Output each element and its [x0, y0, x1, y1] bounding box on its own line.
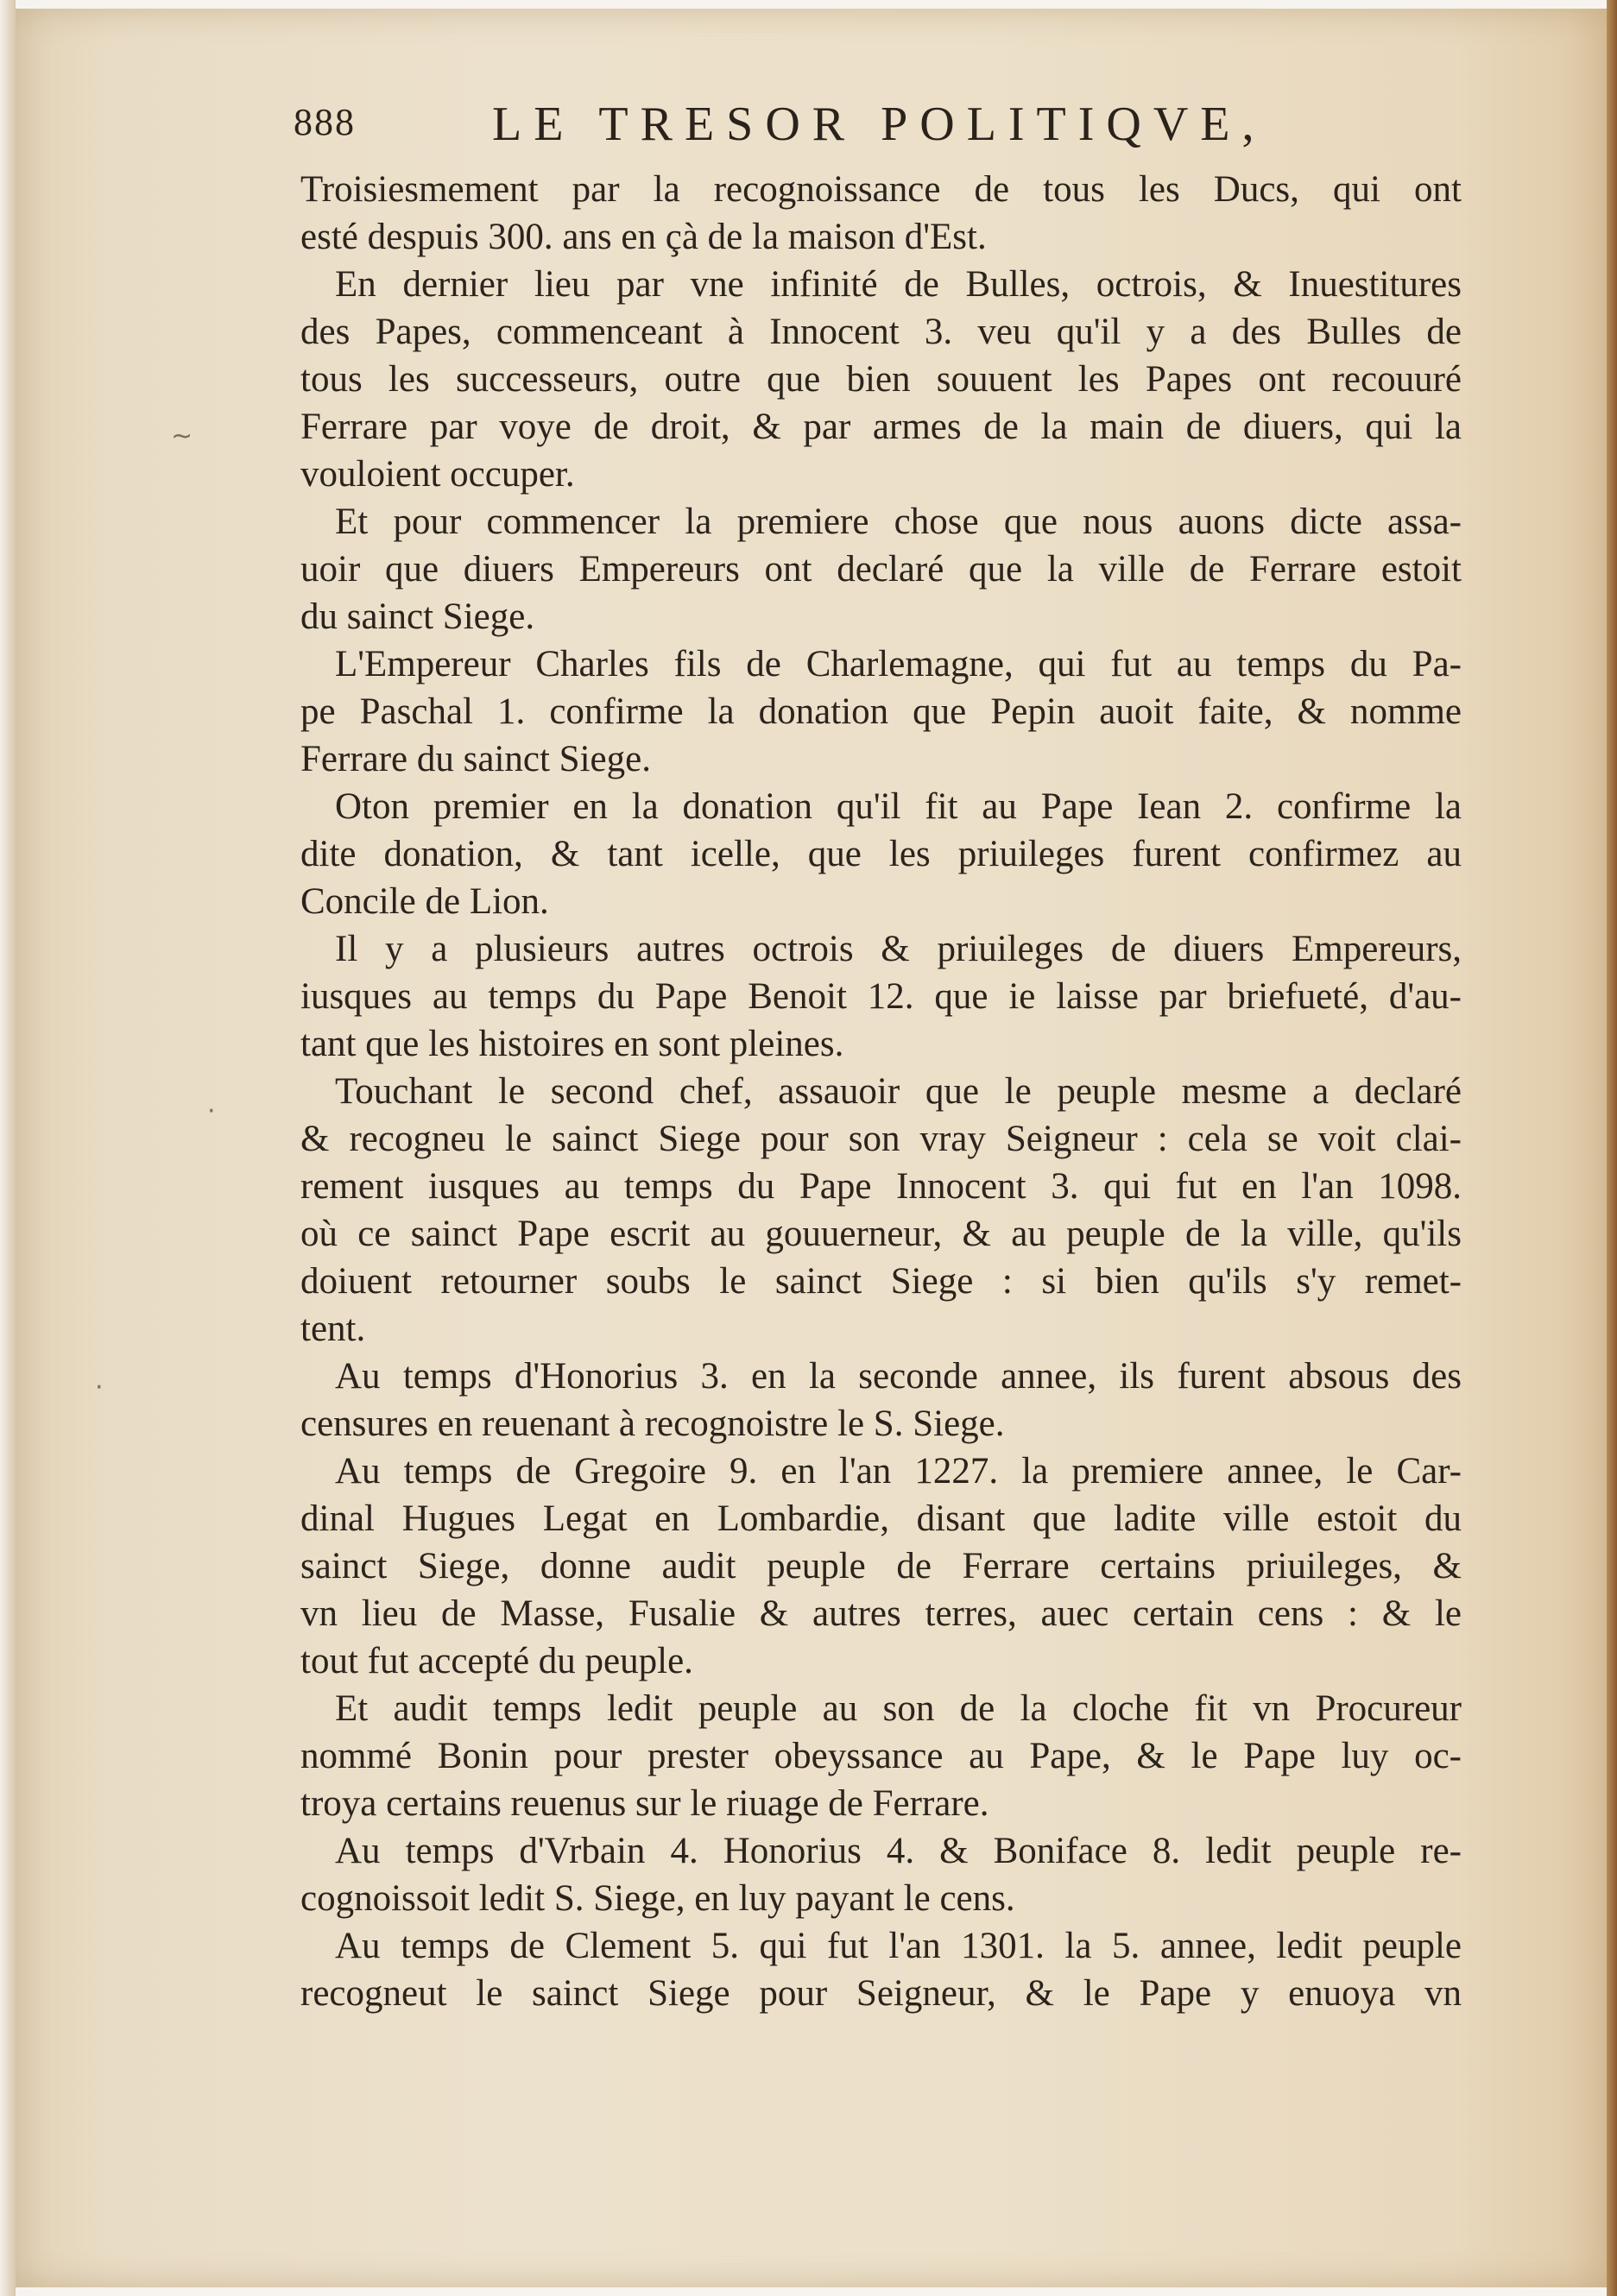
text-line: tant que les histoires en sont pleines. — [300, 1024, 844, 1064]
text-line: des Papes, commenceant à Innocent 3. veu qu'il y a des Bulles de — [300, 312, 1462, 352]
text-line: pe Paschal 1. confirme la donation que Pepin auoit faite, & nomme — [300, 691, 1462, 732]
text-line: cognoissoit ledit S. Siege, en luy payant le cens. — [300, 1878, 1015, 1919]
text-line: Au temps d'Honorius 3. en la seconde annee, ils furent absous des — [335, 1356, 1462, 1397]
text-line: L'Empereur Charles fils de Charlemagne, qui fut au temps du Pa- — [335, 644, 1462, 684]
text-line: Oton premier en la donation qu'il fit au Pape Iean 2. confirme la — [335, 786, 1462, 827]
text-line: recogneut le sainct Siege pour Seigneur, & le Pape y enuoya vn — [300, 1973, 1462, 2014]
text-line: tous les successeurs, outre que bien souuent les Papes ont recouuré — [300, 359, 1462, 400]
text-line: où ce sainct Pape escrit au gouuerneur, & au peuple de la ville, qu'ils — [300, 1214, 1462, 1254]
text-line: Au temps d'Vrbain 4. Honorius 4. & Boniface 8. ledit peuple re- — [335, 1831, 1462, 1871]
text-line: iusques au temps du Pape Benoit 12. que ie laisse par briefueté, d'au- — [300, 976, 1462, 1017]
text-line: sainct Siege, donne audit peuple de Ferrare certains priuileges, & — [300, 1546, 1462, 1586]
text-line: dite donation, & tant icelle, que les priuileges furent confirmez au — [300, 834, 1462, 874]
text-line: vouloient occuper. — [300, 454, 575, 495]
text-line: du sainct Siege. — [300, 596, 535, 637]
text-line: Il y a plusieurs autres octrois & priuileges de diuers Empereurs, — [335, 929, 1462, 969]
text-line: Ferrare du sainct Siege. — [300, 739, 651, 779]
margin-speck: ~ — [171, 421, 193, 451]
text-line: Et pour commencer la premiere chose que nous auons dicte assa- — [335, 501, 1462, 542]
running-title: LE TRESOR POLITIQVE, — [492, 98, 1266, 151]
page-left-margin — [0, 0, 16, 2296]
text-line: censures en reuenant à recognoistre le S. Siege. — [300, 1403, 1005, 1444]
text-line: doiuent retourner soubs le sainct Siege : si bien qu'ils s'y remet- — [300, 1261, 1462, 1302]
page-binding-edge — [1607, 0, 1617, 2296]
text-line: troya certains reuenus sur le riuage de Ferrare. — [300, 1783, 989, 1824]
text-line: Au temps de Gregoire 9. en l'an 1227. la premiere annee, le Car- — [335, 1451, 1462, 1492]
text-line: Touchant le second chef, assauoir que le peuple mesme a declaré — [335, 1071, 1462, 1112]
text-line: Au temps de Clement 5. qui fut l'an 1301. la 5. annee, ledit peuple — [335, 1926, 1462, 1966]
page-number: 888 — [294, 101, 356, 143]
text-line: Et audit temps ledit peuple au son de la cloche fit vn Procureur — [335, 1688, 1462, 1729]
margin-speck: · — [95, 1372, 104, 1403]
text-line: Troisiesmement par la recognoissance de tous les Ducs, qui ont — [300, 169, 1462, 210]
text-line: tent. — [300, 1309, 366, 1349]
text-line: tout fut accepté du peuple. — [300, 1641, 693, 1681]
text-line: rement iusques au temps du Pape Innocent 3. qui fut en l'an 1098. — [300, 1166, 1462, 1207]
text-line: vn lieu de Masse, Fusalie & autres terres, auec certain cens : & le — [300, 1593, 1462, 1634]
page-header — [294, 97, 1502, 157]
text-line: esté despuis 300. ans en çà de la maison d'Est. — [300, 217, 987, 257]
text-line: Concile de Lion. — [300, 881, 549, 922]
text-line: nommé Bonin pour prester obeyssance au Pape, & le Pape luy oc- — [300, 1736, 1462, 1776]
text-line: uoir que diuers Empereurs ont declaré que la ville de Ferrare estoit — [300, 549, 1462, 590]
text-line: & recogneu le sainct Siege pour son vray Seigneur : cela se voit clai- — [300, 1119, 1462, 1159]
text-line: En dernier lieu par vne infinité de Bulles, octrois, & Inuestitures — [335, 264, 1462, 305]
text-line: Ferrare par voye de droit, & par armes de la main de diuers, qui la — [300, 407, 1462, 447]
margin-speck: · — [207, 1096, 216, 1126]
body-text — [300, 166, 1462, 2017]
text-line: dinal Hugues Legat en Lombardie, disant que ladite ville estoit du — [300, 1498, 1462, 1539]
